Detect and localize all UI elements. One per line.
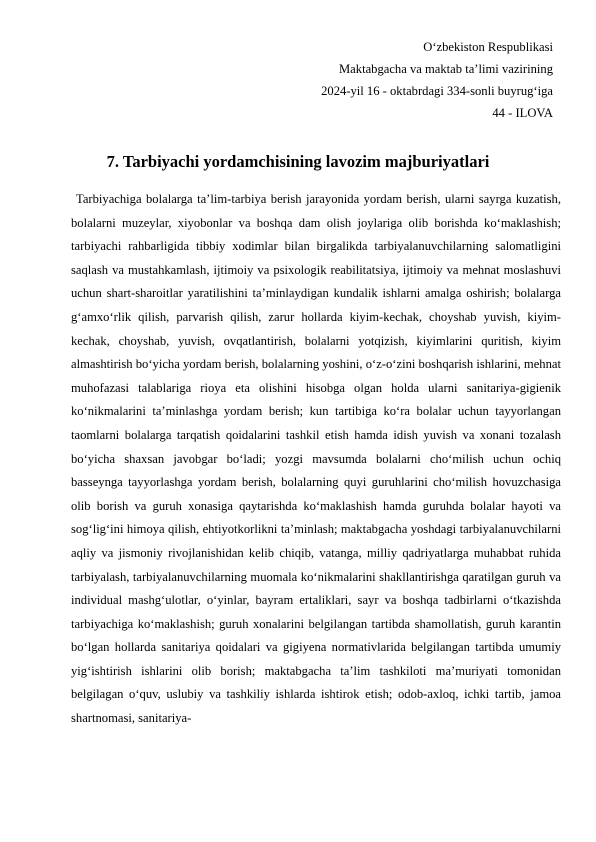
header-line-appendix: 44 - ILOVA (492, 106, 553, 120)
header-line-order: 2024-yil 16 - oktabrdagi 334-sonli buyrug‘iga (321, 84, 553, 98)
section-title: 7. Tarbiyachi yordamchisining lavozim majburiyatlari (106, 152, 490, 171)
header-line-ministry: Maktabgacha va maktab ta’limi vazirining (338, 62, 553, 76)
body-paragraph: Tarbiyachiga bolalarga ta’lim-tarbiya berish jarayonida yordam berish, ularni sayrga kuzatish, bolalarni muzeylar, xiyobonlar va boshqa dam olish joylariga olib borishda ko‘maklashish; tarbiyachi rahbarligida tibbiy xodimlar bilan birgalikda tarbiyalanuvchilarning salomatligini saqlash va mustahkamlash, ijtimoiy va psixologik reabilitatsiya, ijtimoiy va mehnat moslashuvi uchun shart-sharoitlar yaratilishini ta’minlaydigan kundalik ishlarni amalga oshirish; bolalarga g‘amxo‘rlik qilish, parvarish qilish, zarur hollarda kiyim-kechak, choyshab yuvish, kiyim-kechak, choyshab, yuvish, ovqatlantirish, bolalarni yotqizish, kiyimlarini quritish, kiyim almashtirish bo‘yicha yordam berish, bolalarning yoshini, o‘z-o‘zini boshqarish ishlarini, mehnat muhofazasi talablariga rioya eta olishini hisobga olgan holda ularni sanitariya-gigienik ko‘nikmalarini ta’minlashga yordam berish; kun tartibiga ko‘ra bolalar uchun tayyorlangan taomlarni bolalarga tarqatish qoidalarini tashkil etish hamda idish yuvish va xonani tozalash bo‘yicha shaxsan javobgar bo‘ladi; yozgi mavsumda bolalarni cho‘milish uchun ochiq basseynga tayyorlashga yordam berish, bolalarning quyi guruhlarini cho‘milish hovuzchasiga olib borish va guruh xonasiga qaytarishda ko‘maklashish hamda guruhda bolalar hayoti va sog‘lig‘ini himoya qilish, ehtiyotkorlikni ta’minlash; maktabgacha yoshdagi tarbiyalanuvchilarni aqliy va jismoniy rivojlanishidan kelib chiqib, vatanga, milliy qadriyatlarga muhabbat ruhida tarbiyalash, tarbiyalanuvchilarning muomala ko‘nikmalarini shakllantirishga qaratilgan guruh va individual mashg‘ulotlar, o‘yinlar, bayram ertaliklari, sayr va boshqa tadbirlarni o‘tkazishda tarbiyachiga ko‘maklashish; guruh xonalarini belgilangan tartibda shamollatish, guruh karantin bo‘lgan hollarda sanitariya qoidalari va gigiyena normativlarida belgilangan tartibda umumiy yig‘ishtirish ishlarini olib borish; maktabgacha ta’lim tashkiloti ma’muriyati tomonidan belgilagan o‘quv, uslubiy va tashkiliy ishlarda ishtirok etish; odob-axloq, ichki tartib, jamoa shartnomasi, sanitariya- (71, 192, 561, 726)
document-header (321, 36, 553, 124)
header-line-ministry-country: O‘zbekiston Respublikasi (423, 40, 553, 54)
